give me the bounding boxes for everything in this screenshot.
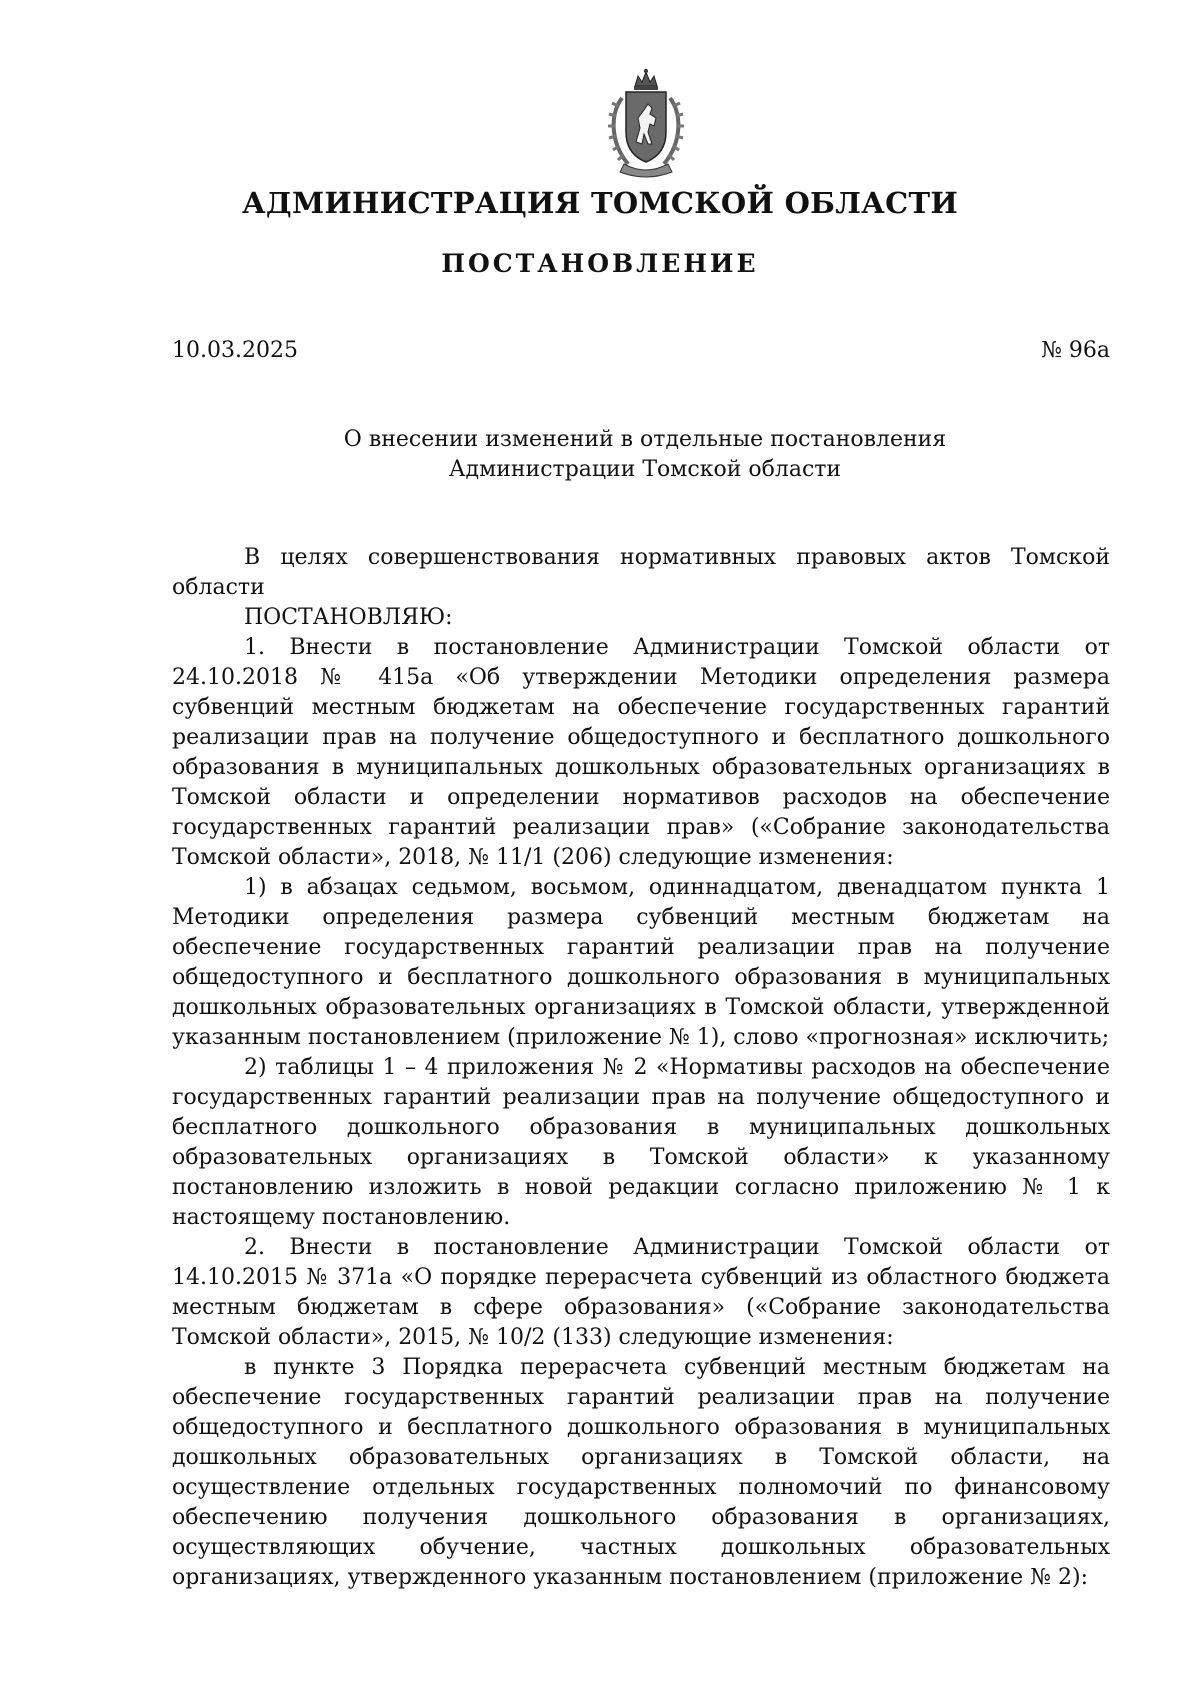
resolution-keyword: ПОСТАНОВЛЯЮ: bbox=[244, 605, 453, 630]
document-subject bbox=[300, 425, 990, 485]
document-number: № 96а bbox=[1041, 338, 1110, 363]
document-body bbox=[172, 543, 1110, 1593]
organization-title: АДМИНИСТРАЦИЯ ТОМСКОЙ ОБЛАСТИ bbox=[241, 186, 959, 220]
body-paragraph: 1. Внести в постановление Администрации Томской области от 24.10.2018 № 415а «Об утверждении Методики определения размера субвенций местным бюджетам на обеспечение государственных гарантий реализации прав на получение общедоступного и бесплатного дошкольного образования в муниципальных дошкольных образовательных организациях в Томской области и определении нормативов расходов на обеспечение государственных гарантий реализации прав» («Собрание законодательства Томской области», 2018, № 11/1 (206) следующие изменения: bbox=[172, 635, 1110, 870]
body-paragraph: 2. Внести в постановление Администрации Томской области от 14.10.2015 № 371а «О порядке перерасчета субвенций из областного бюджета местным бюджетам в сфере образования» («Собрание законодательства Томской области», 2015, № 10/2 (133) следующие изменения: bbox=[172, 1235, 1110, 1350]
body-paragraph: В целях совершенствования нормативных правовых актов Томской области bbox=[172, 545, 1110, 600]
body-paragraph: 1) в абзацах седьмом, восьмом, одиннадцатом, двенадцатом пункта 1 Методики определения размера субвенций местным бюджетам на обеспечение государственных гарантий реализации прав на получение общедоступного и бесплатного дошкольного образования в муниципальных дошкольных образовательных организациях в Томской области, утвержденной указанным постановлением (приложение № 1), слово «прогнозная» исключить; bbox=[172, 875, 1110, 1050]
tomsk-oblast-coat-of-arms-icon bbox=[588, 66, 704, 182]
subject-line: О внесении изменений в отдельные постановления bbox=[343, 427, 947, 452]
body-paragraph: 2) таблицы 1 – 4 приложения № 2 «Нормативы расходов на обеспечение государственных гарантий реализации прав на получение общедоступного и бесплатного дошкольного образования в муниципальных дошкольных образовательных организациях в Томской области» к указанному постановлению изложить в новой редакции согласно приложению № 1 к настоящему постановлению. bbox=[172, 1055, 1110, 1230]
document-date: 10.03.2025 bbox=[172, 338, 298, 363]
document-type-heading: ПОСТАНОВЛЕНИЕ bbox=[441, 249, 759, 278]
body-paragraph: в пункте 3 Порядка перерасчета субвенций местным бюджетам на обеспечение государственных гарантий реализации прав на получение общедоступного и бесплатного дошкольного образования в муниципальных дошкольных образовательных организациях в Томской области, на осуществление отдельных государственных полномочий по финансовому обеспечению получения дошкольного образования в организациях, осуществляющих обучение, частных дошкольных образовательных организациях, утвержденного указанным постановлением (приложение № 2): bbox=[172, 1355, 1110, 1590]
subject-line: Администрации Томской области bbox=[448, 457, 842, 482]
